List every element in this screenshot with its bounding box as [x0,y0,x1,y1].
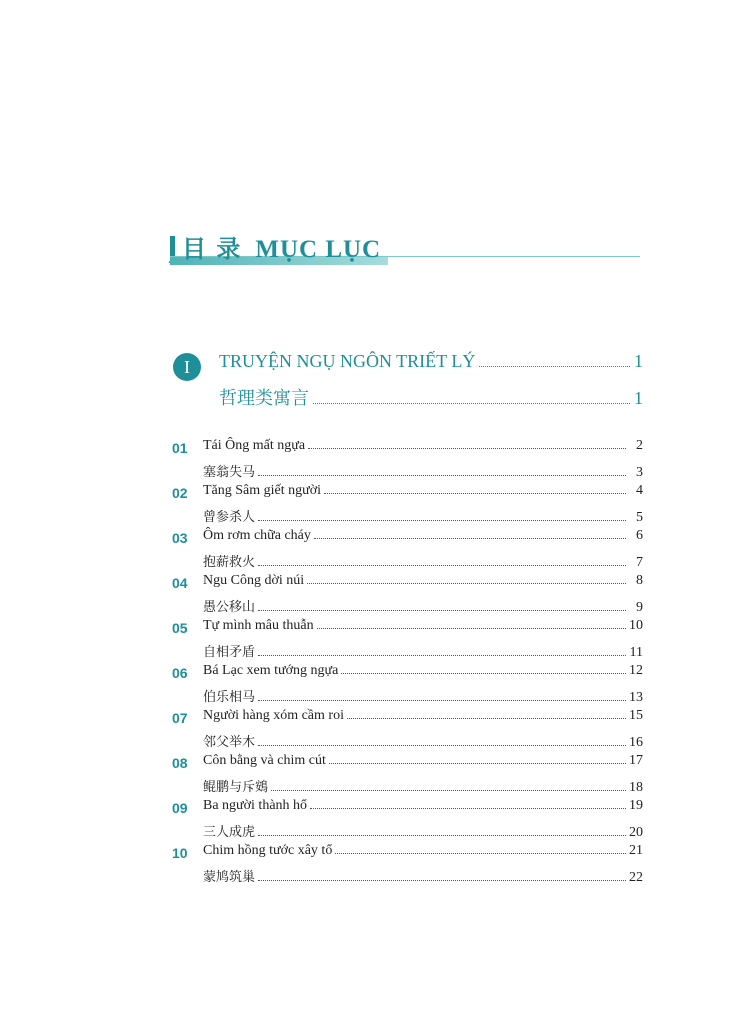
leader-dots [347,718,626,719]
leader-dots [258,655,626,656]
entry-cn-row[interactable] [203,776,643,796]
leader-dots [341,673,626,674]
leader-dots [310,808,626,809]
entry-title-vn: Côn bằng và chim cút [203,753,326,768]
entry-vn-row[interactable] [203,528,643,548]
leader-dots [317,628,626,629]
leader-dots [479,366,630,367]
toc-header [170,226,640,270]
entry-title-cn: 邻父举木 [203,735,256,750]
leader-dots [335,853,626,854]
entry-page-vn: 4 [636,483,643,498]
leader-dots [258,565,626,566]
entry-number: 05 [172,620,188,636]
toc-entry [172,573,643,618]
entry-cn-row[interactable] [203,506,643,526]
toc-entry [172,798,643,843]
toc-list [172,438,643,888]
toc-entry [172,843,643,888]
entry-title-vn: Tăng Sâm giết người [203,483,322,498]
entry-title-vn: Ngu Công dời núi [203,573,305,588]
part-page-cn: 1 [634,388,643,408]
entry-page-vn: 12 [629,663,643,678]
leader-dots [271,790,626,791]
entry-title-vn: Tự mình mâu thuẫn [203,618,314,633]
entry-page-cn: 22 [629,870,643,885]
entry-page-cn: 20 [629,825,643,840]
entry-page-vn: 19 [629,798,643,813]
entry-vn-row[interactable] [203,438,643,458]
title-chinese: 目 录 [182,234,242,263]
entry-cn-row[interactable] [203,731,643,751]
entry-page-cn: 7 [636,555,643,570]
entry-page-vn: 6 [636,528,643,543]
entry-title-vn: Ôm rơm chữa cháy [203,528,311,543]
entry-number: 10 [172,845,188,861]
entry-page-vn: 8 [636,573,643,588]
part-section [173,351,643,411]
entry-title-cn: 蒙鸠筑巢 [203,870,256,885]
leader-dots [258,745,626,746]
entry-title-cn: 鲲鹏与斥鴳 [203,780,269,795]
toc-entry [172,438,643,483]
leader-dots [258,880,626,881]
entry-page-vn: 15 [629,708,643,723]
part-page-vn: 1 [634,351,643,371]
entry-title-cn: 曾参杀人 [203,510,256,525]
entry-title-cn: 自相矛盾 [203,645,256,660]
leader-dots [258,475,626,476]
toc-entry [172,528,643,573]
entry-page-vn: 2 [636,438,643,453]
entry-title-cn: 伯乐相马 [203,690,256,705]
part-title-vn-row[interactable] [219,351,643,372]
entry-title-vn: Chim hồng tước xây tổ [203,843,333,858]
leader-dots [324,493,626,494]
entry-vn-row[interactable] [203,753,643,773]
entry-page-cn: 9 [636,600,643,615]
part-title-cn: 哲理类寓言 [219,388,309,408]
entry-number: 07 [172,710,188,726]
entry-title-vn: Người hàng xóm cầm roi [203,708,344,723]
leader-dots [307,583,626,584]
entry-vn-row[interactable] [203,843,643,863]
toc-entry [172,753,643,798]
entry-page-cn: 18 [629,780,643,795]
entry-number: 04 [172,575,188,591]
entry-page-vn: 21 [629,843,643,858]
entry-page-cn: 16 [629,735,643,750]
entry-page-cn: 5 [636,510,643,525]
toc-entry [172,483,643,528]
entry-number: 08 [172,755,188,771]
entry-vn-row[interactable] [203,663,643,683]
entry-title-cn: 抱薪救火 [203,555,256,570]
entry-vn-row[interactable] [203,573,643,593]
entry-title-vn: Bá Lạc xem tướng ngựa [203,663,339,678]
leader-dots [314,538,626,539]
entry-page-cn: 11 [629,645,643,660]
entry-number: 01 [172,440,188,456]
entry-title-vn: Tái Ông mất ngựa [203,438,306,453]
part-badge: I [173,353,201,381]
part-title-vn: TRUYỆN NGỤ NGÔN TRIẾT LÝ [219,351,476,371]
entry-vn-row[interactable] [203,708,643,728]
entry-cn-row[interactable] [203,596,643,616]
entry-cn-row[interactable] [203,686,643,706]
leader-dots [308,448,626,449]
entry-page-cn: 3 [636,465,643,480]
entry-page-cn: 13 [629,690,643,705]
entry-title-vn: Ba người thành hổ [203,798,308,813]
entry-number: 09 [172,800,188,816]
toc-entry [172,618,643,663]
leader-dots [258,520,626,521]
leader-dots [258,835,626,836]
entry-vn-row[interactable] [203,483,643,503]
entry-vn-row[interactable] [203,798,643,818]
entry-cn-row[interactable] [203,461,643,481]
entry-title-cn: 三人成虎 [203,825,256,840]
entry-number: 06 [172,665,188,681]
entry-title-cn: 塞翁失马 [203,465,256,480]
leader-dots [313,403,630,404]
entry-cn-row[interactable] [203,821,643,841]
page-title [182,229,381,264]
entry-page-vn: 10 [629,618,643,633]
entry-cn-row[interactable] [203,551,643,571]
title-vietnamese: MỤC LỤC [255,236,382,263]
entry-number: 02 [172,485,188,501]
entry-cn-row[interactable] [203,866,643,886]
entry-cn-row[interactable] [203,641,643,661]
part-title-cn-row[interactable] [219,384,643,410]
leader-dots [329,763,626,764]
entry-vn-row[interactable] [203,618,643,638]
entry-page-vn: 17 [629,753,643,768]
leader-dots [258,700,626,701]
entry-title-cn: 愚公移山 [203,600,256,615]
toc-entry [172,708,643,753]
toc-entry [172,663,643,708]
entry-number: 03 [172,530,188,546]
leader-dots [258,610,626,611]
